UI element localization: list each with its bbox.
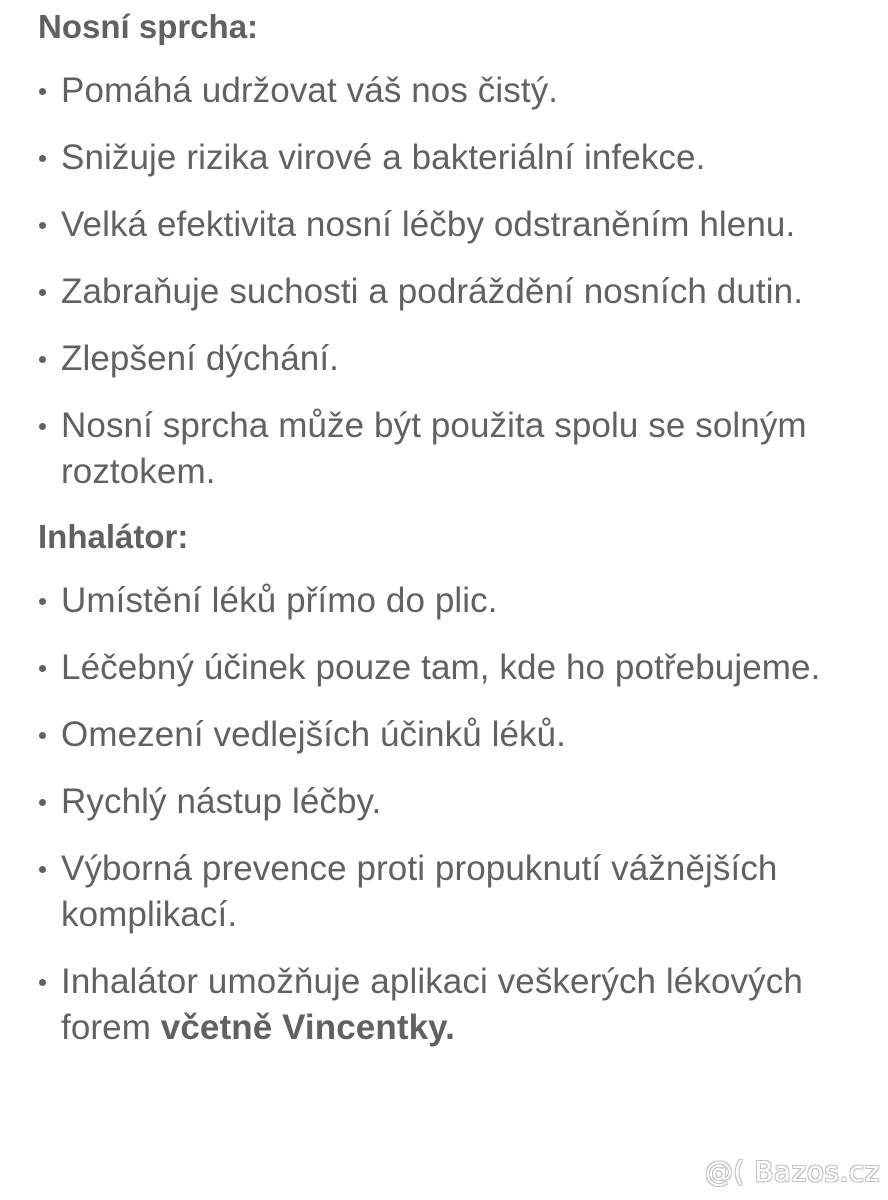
list-item-text: Inhalátor umožňuje aplikaci veškerých lékových forem — [61, 962, 803, 1047]
list-item: Umístění léků přímo do plic. — [38, 578, 878, 624]
section-title-inhalator: Inhalátor: — [38, 518, 189, 555]
list-item: Výborná prevence proti propuknutí vážnějších komplikací. — [38, 846, 878, 938]
list-item: Snižuje rizika virové a bakteriální infekce. — [38, 135, 878, 181]
bullet-list-inhalator — [38, 578, 878, 1051]
list-item: Omezení vedlejších účinků léků. — [38, 712, 878, 758]
list-item: Pomáhá udržovat váš nos čistý. — [38, 68, 878, 114]
list-item-bold-text: včetně Vincentky. — [160, 1008, 455, 1047]
list-item: Nosní sprcha může být použita spolu se solným roztokem. — [38, 403, 878, 495]
content-area — [38, 6, 878, 1072]
section-title-nosni-sprcha: Nosní sprcha: — [38, 8, 259, 45]
list-item: Velká efektivita nosní léčby odstraněním hlenu. — [38, 202, 878, 248]
list-item: Léčebný účinek pouze tam, kde ho potřebujeme. — [38, 645, 878, 691]
bullet-list-nosni-sprcha — [38, 68, 878, 495]
list-item: Zabraňuje suchosti a podráždění nosních dutin. — [38, 269, 878, 315]
list-item: Rychlý nástup léčby. — [38, 779, 878, 825]
list-item: Zlepšení dýchání. — [38, 336, 878, 382]
bazos-watermark: @( Bazos.cz — [704, 1155, 880, 1188]
list-item-last — [38, 959, 878, 1051]
